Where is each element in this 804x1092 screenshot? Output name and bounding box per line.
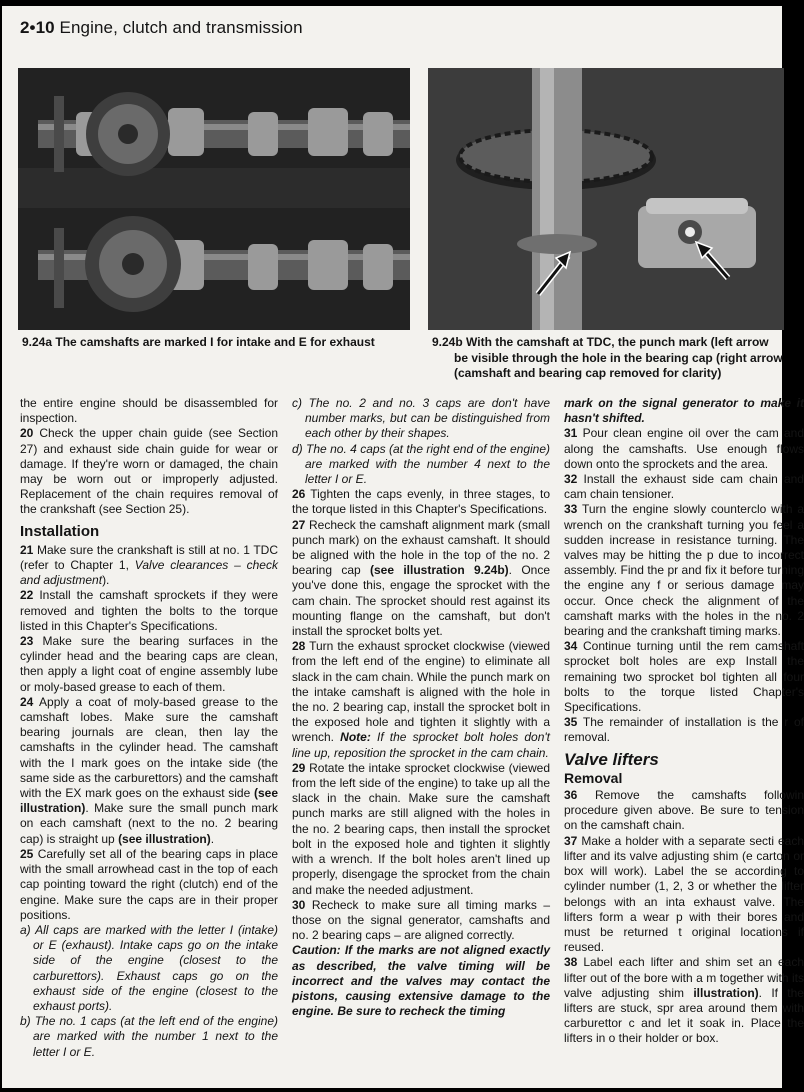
caption-9-24b-line2: be visible through the hole in the bearing cap (right arrow — [454, 350, 783, 365]
caption-9-24b — [432, 335, 792, 382]
text-column-3 — [564, 396, 804, 1047]
text-column-1 — [20, 396, 278, 1060]
paragraph-28: 28 Turn the exhaust sprocket clockwise (viewed from the left end of the engine) to eliminate all slack in the cam chain. While the punch mark on the intake camshaft is aligned with the hole in the no. 2 bearing cap, install the sprocket bolt in the exposed hole and tighten it slightly with a wrench. Note: If the sprocket bolt holes don't line up, reposition the sprocket in the cam chain. — [292, 639, 550, 760]
caution-note-cont: mark on the signal generator to make it hasn't shifted. — [564, 396, 804, 426]
paragraph-31: 31 Pour clean engine oil over the cam and along the camshafts. Use enough flows down onto the sprockets and the area. — [564, 426, 804, 471]
sprocket-illustration — [428, 68, 784, 330]
heading-removal: Removal — [564, 769, 623, 786]
sub-item-b: b) The no. 1 caps (at the left end of the engine) are marked with the number 1 next to the letter I or E. — [20, 1014, 278, 1059]
paragraph-35: 35 The remainder of installation is the r of removal. — [564, 715, 804, 745]
paragraph-29: 29 Rotate the intake sprocket clockwise (viewed from the left side of the engine) to take up all the slack in the chain. Make sure the camshaft punch marks are still aligned with the holes in the no. 2 bearing caps, then install the sprocket bolt in the exposed hole and tighten it slightly with a wrench. If the bolt holes aren't lined up properly, disengage the sprocket from the chain and make the needed adjustment. — [292, 760, 550, 897]
sub-item-d: d) The no. 4 caps (at the right end of the engine) are marked with the number 4 next to the letter I or E. — [292, 441, 550, 487]
chapter-title: Engine, clutch and transmission — [59, 18, 303, 37]
caption-9-24b-line1: 9.24b With the camshaft at TDC, the punch mark (left arrow — [432, 335, 769, 349]
manual-page — [2, 6, 804, 1088]
paragraph-34: 34 Continue turning until the rem camshaft sprocket bolt holes are exp Install the remaining two sprocket bol tighten all four bolts to the torque listed Chapter's Specifications. — [564, 639, 804, 715]
paragraph-33: 33 Turn the engine slowly counterclo with a wrench on the crankshaft turning you feel a sudden increase in resistance turning. The valves may be hitting the p due to incorrect assembly. Find the pr and fix it before turning the engine any f or serious damage may occur. Once check the alignment of the camshaft marks with the holes in the no. 2 bearing and the crankshaft timing marks. — [564, 502, 804, 639]
camshafts-illustration — [18, 68, 410, 330]
caption-9-24b-line3: (camshaft and bearing cap removed for clarity) — [454, 366, 722, 380]
paragraph-21: 21 Make sure the crankshaft is still at no. 1 TDC (refer to Chapter 1, Valve clearances – check and adjustment). — [20, 542, 278, 588]
sprocket-bearing-cap-photo — [428, 68, 784, 330]
caption-9-24a: 9.24a The camshafts are marked I for intake and E for exhaust — [22, 335, 375, 349]
camshafts-photo — [18, 68, 410, 330]
sub-item-a: a) All caps are marked with the letter I (intake) or E (exhaust). Intake caps go on the intake side of the engine (closest to the carburettors). Exhaust caps go on the exhaust side of the engine (closest to the exhaust ports). — [20, 922, 278, 1013]
paragraph-19-cont: the entire engine should be disassembled for inspection. — [20, 396, 278, 426]
paragraph-22: 22 Install the camshaft sprockets if they were removed and tighten the bolts to the torque listed in this Chapter's Specifications. — [20, 588, 278, 633]
paragraph-20: 20 Check the upper chain guide (see Section 27) and exhaust side chain guide for wear or damage. If they're worn or damaged, the chain may be worn out or improperly adjusted. Replacement of the chain requires removal of the crankshaft (see Section 25). — [20, 426, 278, 517]
paragraph-26: 26 Tighten the caps evenly, in three stages, to the torque listed in this Chapter's Specifications. — [292, 487, 550, 517]
paragraph-23: 23 Make sure the bearing surfaces in the cylinder head and the bearing caps are clean, then apply a light coat of engine assembly lube or moly-based grease to each of them. — [20, 634, 278, 694]
heading-valve-lifters: Valve lifters — [564, 749, 659, 769]
paragraph-24: 24 Apply a coat of moly-based grease to the camshaft lobes. Make sure the camshaft bearing journals are clean, then lay the camshafts in the cylinder head. The camshaft with the I mark goes on the intake side (the same side as the carburettors) and the camshaft with the EX mark goes on the exhaust side (see illustration). Make sure the small punch mark on each camshaft (next to the no. 2 bearing cap) is straight up (see illustration). — [20, 694, 278, 846]
paragraph-37: 37 Make a holder with a separate secti each lifter and its valve adjusting shim (e carton or box will work). Label the se according to cylinder number (1, 2, 3 or whether the lifter belongs with an inta exhaust valve. The lifters form a wear p with their bores and must be returned t original locations if reused. — [564, 833, 804, 955]
paragraph-32: 32 Install the exhaust side cam chain and cam chain tensioner. — [564, 472, 804, 502]
text-column-2 — [292, 396, 550, 1019]
heading-installation: Installation — [20, 522, 100, 540]
paragraph-25: 25 Carefully set all of the bearing caps in place with the small arrowhead cast in the top of each cap pointing toward the right (clutch) end of the engine. Make sure the caps are in their proper positions. — [20, 846, 278, 922]
paragraph-27: 27 Recheck the camshaft alignment mark (small punch mark) on the exhaust camshaft. It should be aligned with the hole in the top of the no. 2 bearing cap (see illustration 9.24b). Once you've done this, engage the sprocket with the cam chain. The sprocket should rest against its mounting flange on the camshaft, but don't install the sprocket bolts yet. — [292, 517, 550, 639]
paragraph-36: 36 Remove the camshafts followin procedure given above. Be sure to tension on the camshaft chain. — [564, 788, 804, 833]
paragraph-38: 38 Label each lifter and shim set an each lifter out of the bore with a m together with its valve adjusting shim illustration). If the lifters are stuck, spr area around them with carburettor c and let it soak in. Place the lifters in o their holder or box. — [564, 955, 804, 1046]
paragraph-30: 30 Recheck to make sure all timing marks – those on the signal generator, camshafts and no. 2 bearing caps – are aligned correctly. — [292, 897, 551, 943]
page-number: 2•10 — [20, 18, 55, 37]
caution-note: Caution: If the marks are not aligned exactly as described, the valve timing will be incorrect and the valves may contact the pistons, causing extensive damage to the engine. Be sure to recheck the timing — [292, 943, 550, 1019]
sub-item-c: c) The no. 2 and no. 3 caps are don't have number marks, but can be distinguished from each other by their shapes. — [292, 396, 550, 441]
page-header — [20, 18, 303, 38]
